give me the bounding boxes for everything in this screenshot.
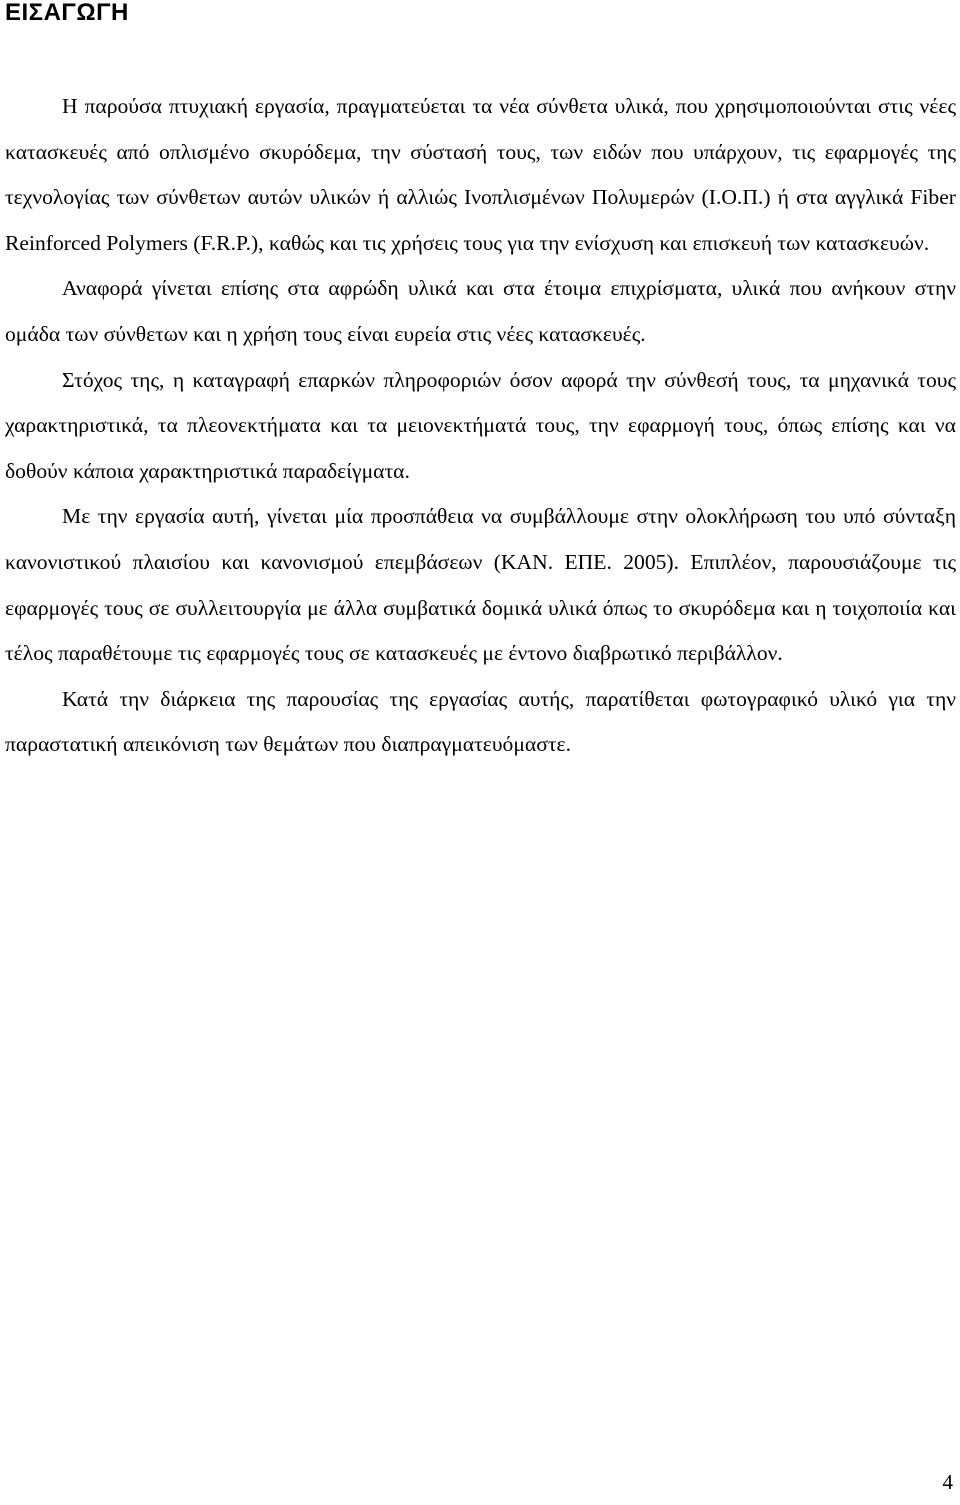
paragraph-contribution: Με την εργασία αυτή, γίνεται μία προσπάθεια να συμβάλλουμε στην ολοκλήρωση του υπό σύνταξη κανονιστικού πλαισίου και κανονισμού επεμβάσεων (ΚΑΝ. ΕΠΕ. 2005). Επιπλέον, παρουσιάζουμε τις εφαρμογές τους σε συλλειτουργία με άλλα συμβατικά δομικά υλικά όπως το σκυρόδεμα και η τοιχοποιία και τέλος παραθέτουμε τις εφαρμογές τους σε κατασκευές με έντονο διαβρωτικό περιβάλλον.: [5, 504, 956, 666]
paragraph-goal: Στόχος της, η καταγραφή επαρκών πληροφοριών όσον αφορά την σύνθεσή τους, τα μηχανικά τους χαρακτηριστικά, τα πλεονεκτήματα και τα μειονεκτήματά τους, την εφαρμογή τους, όπως επίσης και να δοθούν κάποια χαρακτηριστικά παραδείγματα.: [5, 367, 956, 483]
section-heading: ΕΙΣΑΓΩΓΗ: [5, 0, 129, 26]
body-text: [5, 84, 956, 768]
paragraph-photographic: Κατά την διάρκεια της παρουσίας της εργασίας αυτής, παρατίθεται φωτογραφικό υλικό για την παραστατική απεικόνιση των θεμάτων που διαπραγματευόμαστε.: [5, 686, 956, 757]
paragraph-intro: Η παρούσα πτυχιακή εργασία, πραγματεύεται τα νέα σύνθετα υλικά, που χρησιμοποιούνται στις νέες κατασκευές από οπλισμένο σκυρόδεμα, την σύστασή τους, των ειδών που υπάρχουν, τις εφαρμογές της τεχνολογίας των σύνθετων αυτών υλικών ή αλλιώς Ινοπλισμένων Πολυμερών (Ι.Ο.Π.) ή στα αγγλικά Fiber Reinforced Polymers (F.R.P.), καθώς και τις χρήσεις τους για την ενίσχυση και επισκευή των κατασκευών.: [5, 94, 956, 255]
page-number: 4: [942, 1470, 953, 1494]
paragraph-reference: Αναφορά γίνεται επίσης στα αφρώδη υλικά και στα έτοιμα επιχρίσματα, υλικά που ανήκουν στην ομάδα των σύνθετων και η χρήση τους είναι ευρεία στις νέες κατασκευές.: [5, 276, 956, 346]
